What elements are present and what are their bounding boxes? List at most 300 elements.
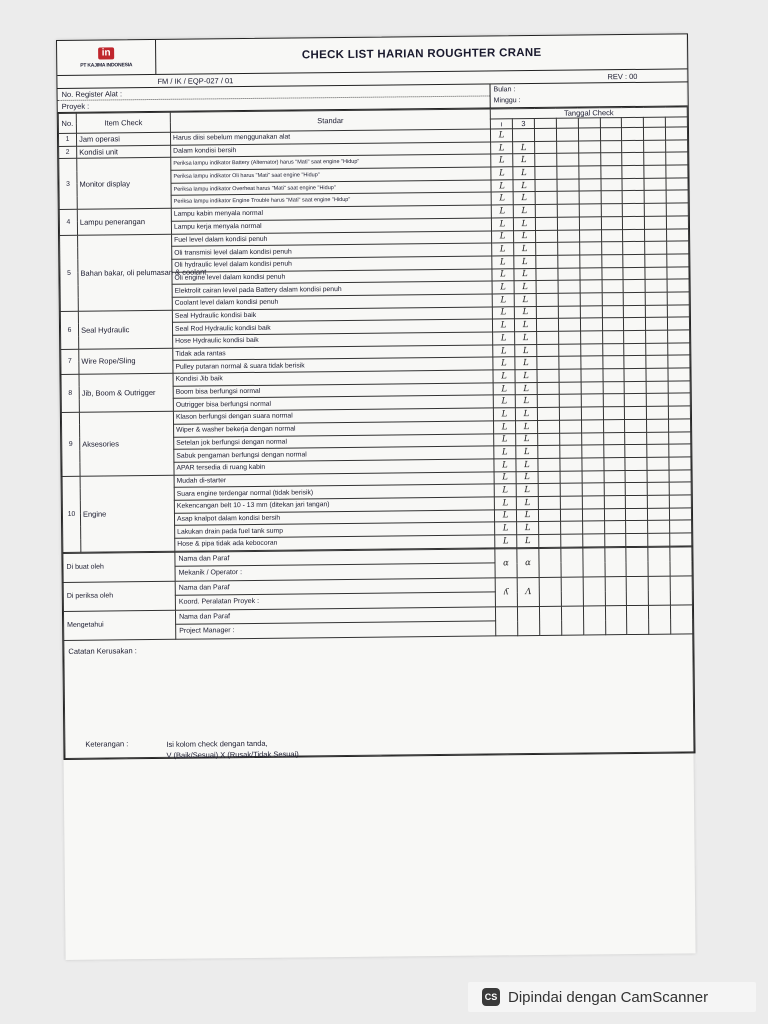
- check-mark[interactable]: L: [517, 534, 539, 547]
- check-cell[interactable]: [536, 255, 558, 268]
- paraf-cell[interactable]: [649, 605, 671, 634]
- check-cell[interactable]: [666, 140, 688, 153]
- check-mark[interactable]: L: [493, 370, 515, 383]
- check-cell[interactable]: [581, 356, 603, 369]
- paraf-cell[interactable]: [627, 576, 649, 605]
- check-mark[interactable]: L: [514, 268, 536, 281]
- check-cell[interactable]: [623, 203, 645, 216]
- check-cell[interactable]: [538, 509, 560, 522]
- check-cell[interactable]: [537, 369, 559, 382]
- check-mark[interactable]: L: [493, 395, 515, 408]
- check-cell[interactable]: [560, 471, 582, 484]
- check-cell[interactable]: [557, 191, 579, 204]
- check-cell[interactable]: [536, 268, 558, 281]
- check-cell[interactable]: [579, 179, 601, 192]
- check-cell[interactable]: [559, 369, 581, 382]
- check-cell[interactable]: [557, 230, 579, 243]
- check-cell[interactable]: [558, 280, 580, 293]
- check-cell[interactable]: [623, 216, 645, 229]
- check-cell[interactable]: [667, 241, 689, 254]
- check-mark[interactable]: L: [491, 192, 513, 205]
- check-cell[interactable]: [558, 268, 580, 281]
- check-cell[interactable]: [580, 331, 602, 344]
- check-mark[interactable]: L: [494, 459, 516, 472]
- check-cell[interactable]: [604, 534, 626, 547]
- check-cell[interactable]: [625, 419, 647, 432]
- check-cell[interactable]: [603, 457, 625, 470]
- check-cell[interactable]: [625, 457, 647, 470]
- check-cell[interactable]: [536, 242, 558, 255]
- check-cell[interactable]: [667, 254, 689, 267]
- paraf-cell[interactable]: [561, 606, 583, 635]
- check-cell[interactable]: [579, 255, 601, 268]
- check-cell[interactable]: [559, 344, 581, 357]
- check-cell[interactable]: [538, 433, 560, 446]
- check-cell[interactable]: [626, 521, 648, 534]
- check-mark[interactable]: L: [491, 218, 513, 231]
- check-cell[interactable]: [604, 470, 626, 483]
- check-cell[interactable]: [536, 230, 558, 243]
- check-cell[interactable]: [626, 483, 648, 496]
- check-cell[interactable]: [538, 445, 560, 458]
- check-cell[interactable]: [669, 495, 691, 508]
- check-mark[interactable]: L: [494, 497, 516, 510]
- check-cell[interactable]: [581, 420, 603, 433]
- check-cell[interactable]: [647, 444, 669, 457]
- check-cell[interactable]: [602, 293, 624, 306]
- check-mark[interactable]: L: [514, 243, 536, 256]
- check-cell[interactable]: [582, 508, 604, 521]
- check-cell[interactable]: [539, 522, 561, 535]
- check-cell[interactable]: [645, 254, 667, 267]
- check-cell[interactable]: [670, 533, 692, 546]
- check-mark[interactable]: L: [513, 192, 535, 205]
- check-cell[interactable]: [535, 192, 557, 205]
- check-cell[interactable]: [579, 229, 601, 242]
- check-cell[interactable]: [603, 445, 625, 458]
- check-cell[interactable]: [559, 356, 581, 369]
- date-cell[interactable]: [600, 118, 622, 128]
- check-cell[interactable]: [624, 330, 646, 343]
- check-cell[interactable]: [623, 229, 645, 242]
- check-cell[interactable]: [647, 406, 669, 419]
- check-cell[interactable]: [559, 394, 581, 407]
- check-cell[interactable]: [603, 394, 625, 407]
- check-cell[interactable]: [644, 140, 666, 153]
- check-cell[interactable]: [538, 483, 560, 496]
- check-cell[interactable]: [601, 267, 623, 280]
- check-cell[interactable]: [623, 242, 645, 255]
- paraf-cell[interactable]: [648, 576, 670, 605]
- check-cell[interactable]: [647, 419, 669, 432]
- check-cell[interactable]: [600, 140, 622, 153]
- check-cell[interactable]: [579, 242, 601, 255]
- check-cell[interactable]: [604, 521, 626, 534]
- check-cell[interactable]: [538, 458, 560, 471]
- check-cell[interactable]: [622, 165, 644, 178]
- check-cell[interactable]: [557, 217, 579, 230]
- check-cell[interactable]: [581, 432, 603, 445]
- check-mark[interactable]: L: [493, 382, 515, 395]
- check-cell[interactable]: [669, 457, 691, 470]
- check-mark[interactable]: L: [494, 484, 516, 497]
- paraf-cell[interactable]: [561, 577, 583, 606]
- check-cell[interactable]: [666, 127, 688, 140]
- check-cell[interactable]: [647, 482, 669, 495]
- check-cell[interactable]: [623, 280, 645, 293]
- check-cell[interactable]: [537, 382, 559, 395]
- check-cell[interactable]: [602, 280, 624, 293]
- check-cell[interactable]: [603, 381, 625, 394]
- check-cell[interactable]: [646, 394, 668, 407]
- check-mark[interactable]: L: [515, 395, 537, 408]
- check-cell[interactable]: [601, 229, 623, 242]
- paraf-cell[interactable]: [583, 605, 605, 634]
- check-cell[interactable]: [537, 407, 559, 420]
- check-mark[interactable]: L: [492, 281, 514, 294]
- paraf-1[interactable]: ɑ: [495, 548, 517, 577]
- date-cell[interactable]: [622, 117, 644, 127]
- check-cell[interactable]: [625, 432, 647, 445]
- check-cell[interactable]: [647, 457, 669, 470]
- check-cell[interactable]: [556, 128, 578, 141]
- check-cell[interactable]: [535, 141, 557, 154]
- check-mark[interactable]: L: [516, 420, 538, 433]
- check-cell[interactable]: [535, 204, 557, 217]
- check-cell[interactable]: [624, 318, 646, 331]
- check-mark[interactable]: L: [513, 217, 535, 230]
- check-cell[interactable]: [602, 318, 624, 331]
- check-mark[interactable]: L: [491, 167, 513, 180]
- check-cell[interactable]: [557, 204, 579, 217]
- paraf-cell[interactable]: [605, 576, 627, 605]
- check-cell[interactable]: [559, 420, 581, 433]
- check-mark[interactable]: L: [493, 332, 515, 345]
- check-cell[interactable]: [603, 419, 625, 432]
- paraf-cell[interactable]: [671, 605, 693, 634]
- check-mark[interactable]: L: [515, 382, 537, 395]
- check-cell[interactable]: [559, 407, 581, 420]
- check-cell[interactable]: [646, 381, 668, 394]
- check-cell[interactable]: [646, 368, 668, 381]
- check-mark[interactable]: L: [514, 281, 536, 294]
- check-cell[interactable]: [601, 242, 623, 255]
- paraf-cell[interactable]: [627, 605, 649, 634]
- check-cell[interactable]: [626, 533, 648, 546]
- check-mark[interactable]: [512, 128, 534, 141]
- check-cell[interactable]: [646, 343, 668, 356]
- check-cell[interactable]: [669, 482, 691, 495]
- check-cell[interactable]: [556, 141, 578, 154]
- check-cell[interactable]: [558, 293, 580, 306]
- check-mark[interactable]: L: [491, 154, 513, 167]
- check-cell[interactable]: [624, 305, 646, 318]
- check-mark[interactable]: L: [513, 179, 535, 192]
- check-cell[interactable]: [626, 508, 648, 521]
- check-cell[interactable]: [580, 293, 602, 306]
- paraf-cell[interactable]: [626, 547, 648, 576]
- check-mark[interactable]: L: [516, 509, 538, 522]
- check-cell[interactable]: [669, 419, 691, 432]
- check-cell[interactable]: [578, 153, 600, 166]
- check-cell[interactable]: [602, 305, 624, 318]
- check-cell[interactable]: [668, 317, 690, 330]
- check-cell[interactable]: [601, 191, 623, 204]
- check-cell[interactable]: [604, 483, 626, 496]
- check-cell[interactable]: [666, 203, 688, 216]
- check-cell[interactable]: [601, 216, 623, 229]
- check-cell[interactable]: [536, 306, 558, 319]
- check-cell[interactable]: [604, 508, 626, 521]
- check-cell[interactable]: [622, 140, 644, 153]
- check-cell[interactable]: [560, 521, 582, 534]
- check-cell[interactable]: [626, 495, 648, 508]
- check-cell[interactable]: [666, 152, 688, 165]
- check-mark[interactable]: L: [493, 344, 515, 357]
- check-mark[interactable]: L: [494, 433, 516, 446]
- check-cell[interactable]: [600, 166, 622, 179]
- check-cell[interactable]: [538, 471, 560, 484]
- check-cell[interactable]: [670, 520, 692, 533]
- paraf-cell[interactable]: [604, 547, 626, 576]
- check-cell[interactable]: [537, 344, 559, 357]
- check-cell[interactable]: [557, 153, 579, 166]
- check-cell[interactable]: [666, 165, 688, 178]
- check-cell[interactable]: [667, 279, 689, 292]
- date-cell[interactable]: [665, 117, 687, 127]
- date-cell[interactable]: [534, 118, 556, 128]
- check-mark[interactable]: L: [515, 331, 537, 344]
- check-mark[interactable]: L: [515, 408, 537, 421]
- check-cell[interactable]: [604, 495, 626, 508]
- check-cell[interactable]: [668, 343, 690, 356]
- check-mark[interactable]: L: [493, 408, 515, 421]
- check-cell[interactable]: [539, 534, 561, 547]
- check-mark[interactable]: L: [516, 484, 538, 497]
- check-cell[interactable]: [646, 330, 668, 343]
- check-cell[interactable]: [560, 496, 582, 509]
- paraf-cell[interactable]: [670, 547, 692, 576]
- paraf-cell[interactable]: [539, 548, 561, 577]
- check-cell[interactable]: [648, 495, 670, 508]
- check-cell[interactable]: [582, 483, 604, 496]
- check-cell[interactable]: [646, 305, 668, 318]
- check-cell[interactable]: [625, 406, 647, 419]
- check-cell[interactable]: [669, 431, 691, 444]
- check-mark[interactable]: L: [494, 446, 516, 459]
- check-mark[interactable]: L: [513, 154, 535, 167]
- check-cell[interactable]: [602, 356, 624, 369]
- check-cell[interactable]: [580, 343, 602, 356]
- check-cell[interactable]: [582, 496, 604, 509]
- check-cell[interactable]: [561, 534, 583, 547]
- check-mark[interactable]: L: [490, 129, 512, 142]
- paraf-2[interactable]: ɑ: [517, 548, 539, 577]
- check-mark[interactable]: L: [514, 293, 536, 306]
- check-mark[interactable]: L: [492, 306, 514, 319]
- check-cell[interactable]: [536, 319, 558, 332]
- check-cell[interactable]: [579, 166, 601, 179]
- check-mark[interactable]: L: [491, 179, 513, 192]
- check-cell[interactable]: [558, 318, 580, 331]
- check-cell[interactable]: [622, 127, 644, 140]
- check-cell[interactable]: [578, 128, 600, 141]
- check-cell[interactable]: [579, 217, 601, 230]
- check-cell[interactable]: [625, 394, 647, 407]
- check-mark[interactable]: L: [516, 471, 538, 484]
- check-mark[interactable]: L: [514, 306, 536, 319]
- paraf-cell[interactable]: [583, 576, 605, 605]
- check-cell[interactable]: [668, 368, 690, 381]
- check-cell[interactable]: [644, 191, 666, 204]
- check-cell[interactable]: [536, 293, 558, 306]
- paraf-cell[interactable]: [539, 606, 561, 635]
- check-cell[interactable]: [581, 382, 603, 395]
- check-mark[interactable]: L: [495, 522, 517, 535]
- check-mark[interactable]: L: [492, 230, 514, 243]
- check-cell[interactable]: [560, 458, 582, 471]
- check-cell[interactable]: [647, 432, 669, 445]
- check-cell[interactable]: [581, 394, 603, 407]
- check-cell[interactable]: [602, 343, 624, 356]
- check-cell[interactable]: [581, 369, 603, 382]
- check-cell[interactable]: [601, 254, 623, 267]
- check-cell[interactable]: [667, 292, 689, 305]
- check-mark[interactable]: L: [513, 167, 535, 180]
- check-mark[interactable]: L: [494, 421, 516, 434]
- check-mark[interactable]: L: [516, 446, 538, 459]
- check-cell[interactable]: [535, 154, 557, 167]
- check-cell[interactable]: [536, 281, 558, 294]
- check-cell[interactable]: [648, 533, 670, 546]
- check-cell[interactable]: [646, 317, 668, 330]
- check-mark[interactable]: L: [513, 205, 535, 218]
- check-cell[interactable]: [668, 330, 690, 343]
- check-cell[interactable]: [603, 432, 625, 445]
- check-cell[interactable]: [600, 128, 622, 141]
- check-cell[interactable]: [601, 204, 623, 217]
- check-mark[interactable]: L: [492, 243, 514, 256]
- check-cell[interactable]: [645, 279, 667, 292]
- check-cell[interactable]: [669, 507, 691, 520]
- check-cell[interactable]: [538, 496, 560, 509]
- check-mark[interactable]: L: [494, 471, 516, 484]
- check-cell[interactable]: [645, 216, 667, 229]
- check-mark[interactable]: L: [514, 230, 536, 243]
- check-cell[interactable]: [666, 216, 688, 229]
- check-cell[interactable]: [624, 343, 646, 356]
- check-cell[interactable]: [538, 420, 560, 433]
- check-mark[interactable]: L: [514, 255, 536, 268]
- check-cell[interactable]: [582, 470, 604, 483]
- check-cell[interactable]: [645, 292, 667, 305]
- paraf-1[interactable]: ʎ: [495, 577, 517, 606]
- check-cell[interactable]: [537, 395, 559, 408]
- check-cell[interactable]: [623, 267, 645, 280]
- check-cell[interactable]: [580, 318, 602, 331]
- date-cell[interactable]: [644, 117, 666, 127]
- date-cell[interactable]: [556, 118, 578, 128]
- check-cell[interactable]: [645, 267, 667, 280]
- check-cell[interactable]: [579, 191, 601, 204]
- check-cell[interactable]: [624, 381, 646, 394]
- check-mark[interactable]: L: [494, 509, 516, 522]
- check-cell[interactable]: [668, 393, 690, 406]
- date-cell[interactable]: 3: [512, 118, 534, 128]
- check-cell[interactable]: [582, 458, 604, 471]
- check-cell[interactable]: [537, 357, 559, 370]
- check-cell[interactable]: [667, 228, 689, 241]
- check-cell[interactable]: [534, 128, 556, 141]
- date-cell[interactable]: ı: [490, 119, 512, 129]
- check-cell[interactable]: [559, 433, 581, 446]
- check-cell[interactable]: [622, 178, 644, 191]
- check-cell[interactable]: [645, 229, 667, 242]
- check-cell[interactable]: [668, 381, 690, 394]
- check-cell[interactable]: [623, 254, 645, 267]
- check-cell[interactable]: [537, 331, 559, 344]
- check-cell[interactable]: [667, 305, 689, 318]
- date-cell[interactable]: [578, 118, 600, 128]
- check-cell[interactable]: [578, 140, 600, 153]
- check-mark[interactable]: L: [515, 370, 537, 383]
- check-cell[interactable]: [603, 369, 625, 382]
- check-mark[interactable]: L: [516, 458, 538, 471]
- check-cell[interactable]: [624, 356, 646, 369]
- check-cell[interactable]: [668, 406, 690, 419]
- check-cell[interactable]: [560, 509, 582, 522]
- check-mark[interactable]: L: [491, 141, 513, 154]
- check-cell[interactable]: [622, 191, 644, 204]
- check-cell[interactable]: [580, 280, 602, 293]
- check-cell[interactable]: [644, 165, 666, 178]
- check-cell[interactable]: [644, 152, 666, 165]
- paraf-2[interactable]: Λ: [517, 577, 539, 606]
- check-mark[interactable]: L: [513, 141, 535, 154]
- check-mark[interactable]: L: [516, 496, 538, 509]
- check-cell[interactable]: [560, 483, 582, 496]
- check-cell[interactable]: [667, 266, 689, 279]
- check-cell[interactable]: [666, 178, 688, 191]
- check-cell[interactable]: [603, 407, 625, 420]
- check-mark[interactable]: L: [514, 319, 536, 332]
- check-cell[interactable]: [557, 179, 579, 192]
- check-mark[interactable]: L: [515, 357, 537, 370]
- check-cell[interactable]: [669, 469, 691, 482]
- check-cell[interactable]: [644, 127, 666, 140]
- check-mark[interactable]: L: [516, 433, 538, 446]
- check-cell[interactable]: [624, 292, 646, 305]
- check-cell[interactable]: [581, 407, 603, 420]
- check-cell[interactable]: [666, 190, 688, 203]
- check-cell[interactable]: [582, 534, 604, 547]
- paraf-cell[interactable]: [561, 548, 583, 577]
- paraf-2[interactable]: [517, 606, 539, 635]
- paraf-1[interactable]: [495, 606, 517, 635]
- check-cell[interactable]: [535, 166, 557, 179]
- check-cell[interactable]: [645, 241, 667, 254]
- check-cell[interactable]: [648, 508, 670, 521]
- check-cell[interactable]: [625, 470, 647, 483]
- paraf-cell[interactable]: [648, 547, 670, 576]
- check-cell[interactable]: [558, 255, 580, 268]
- check-cell[interactable]: [581, 445, 603, 458]
- check-cell[interactable]: [668, 355, 690, 368]
- check-cell[interactable]: [644, 203, 666, 216]
- check-cell[interactable]: [559, 382, 581, 395]
- check-mark[interactable]: L: [492, 256, 514, 269]
- check-mark[interactable]: L: [493, 357, 515, 370]
